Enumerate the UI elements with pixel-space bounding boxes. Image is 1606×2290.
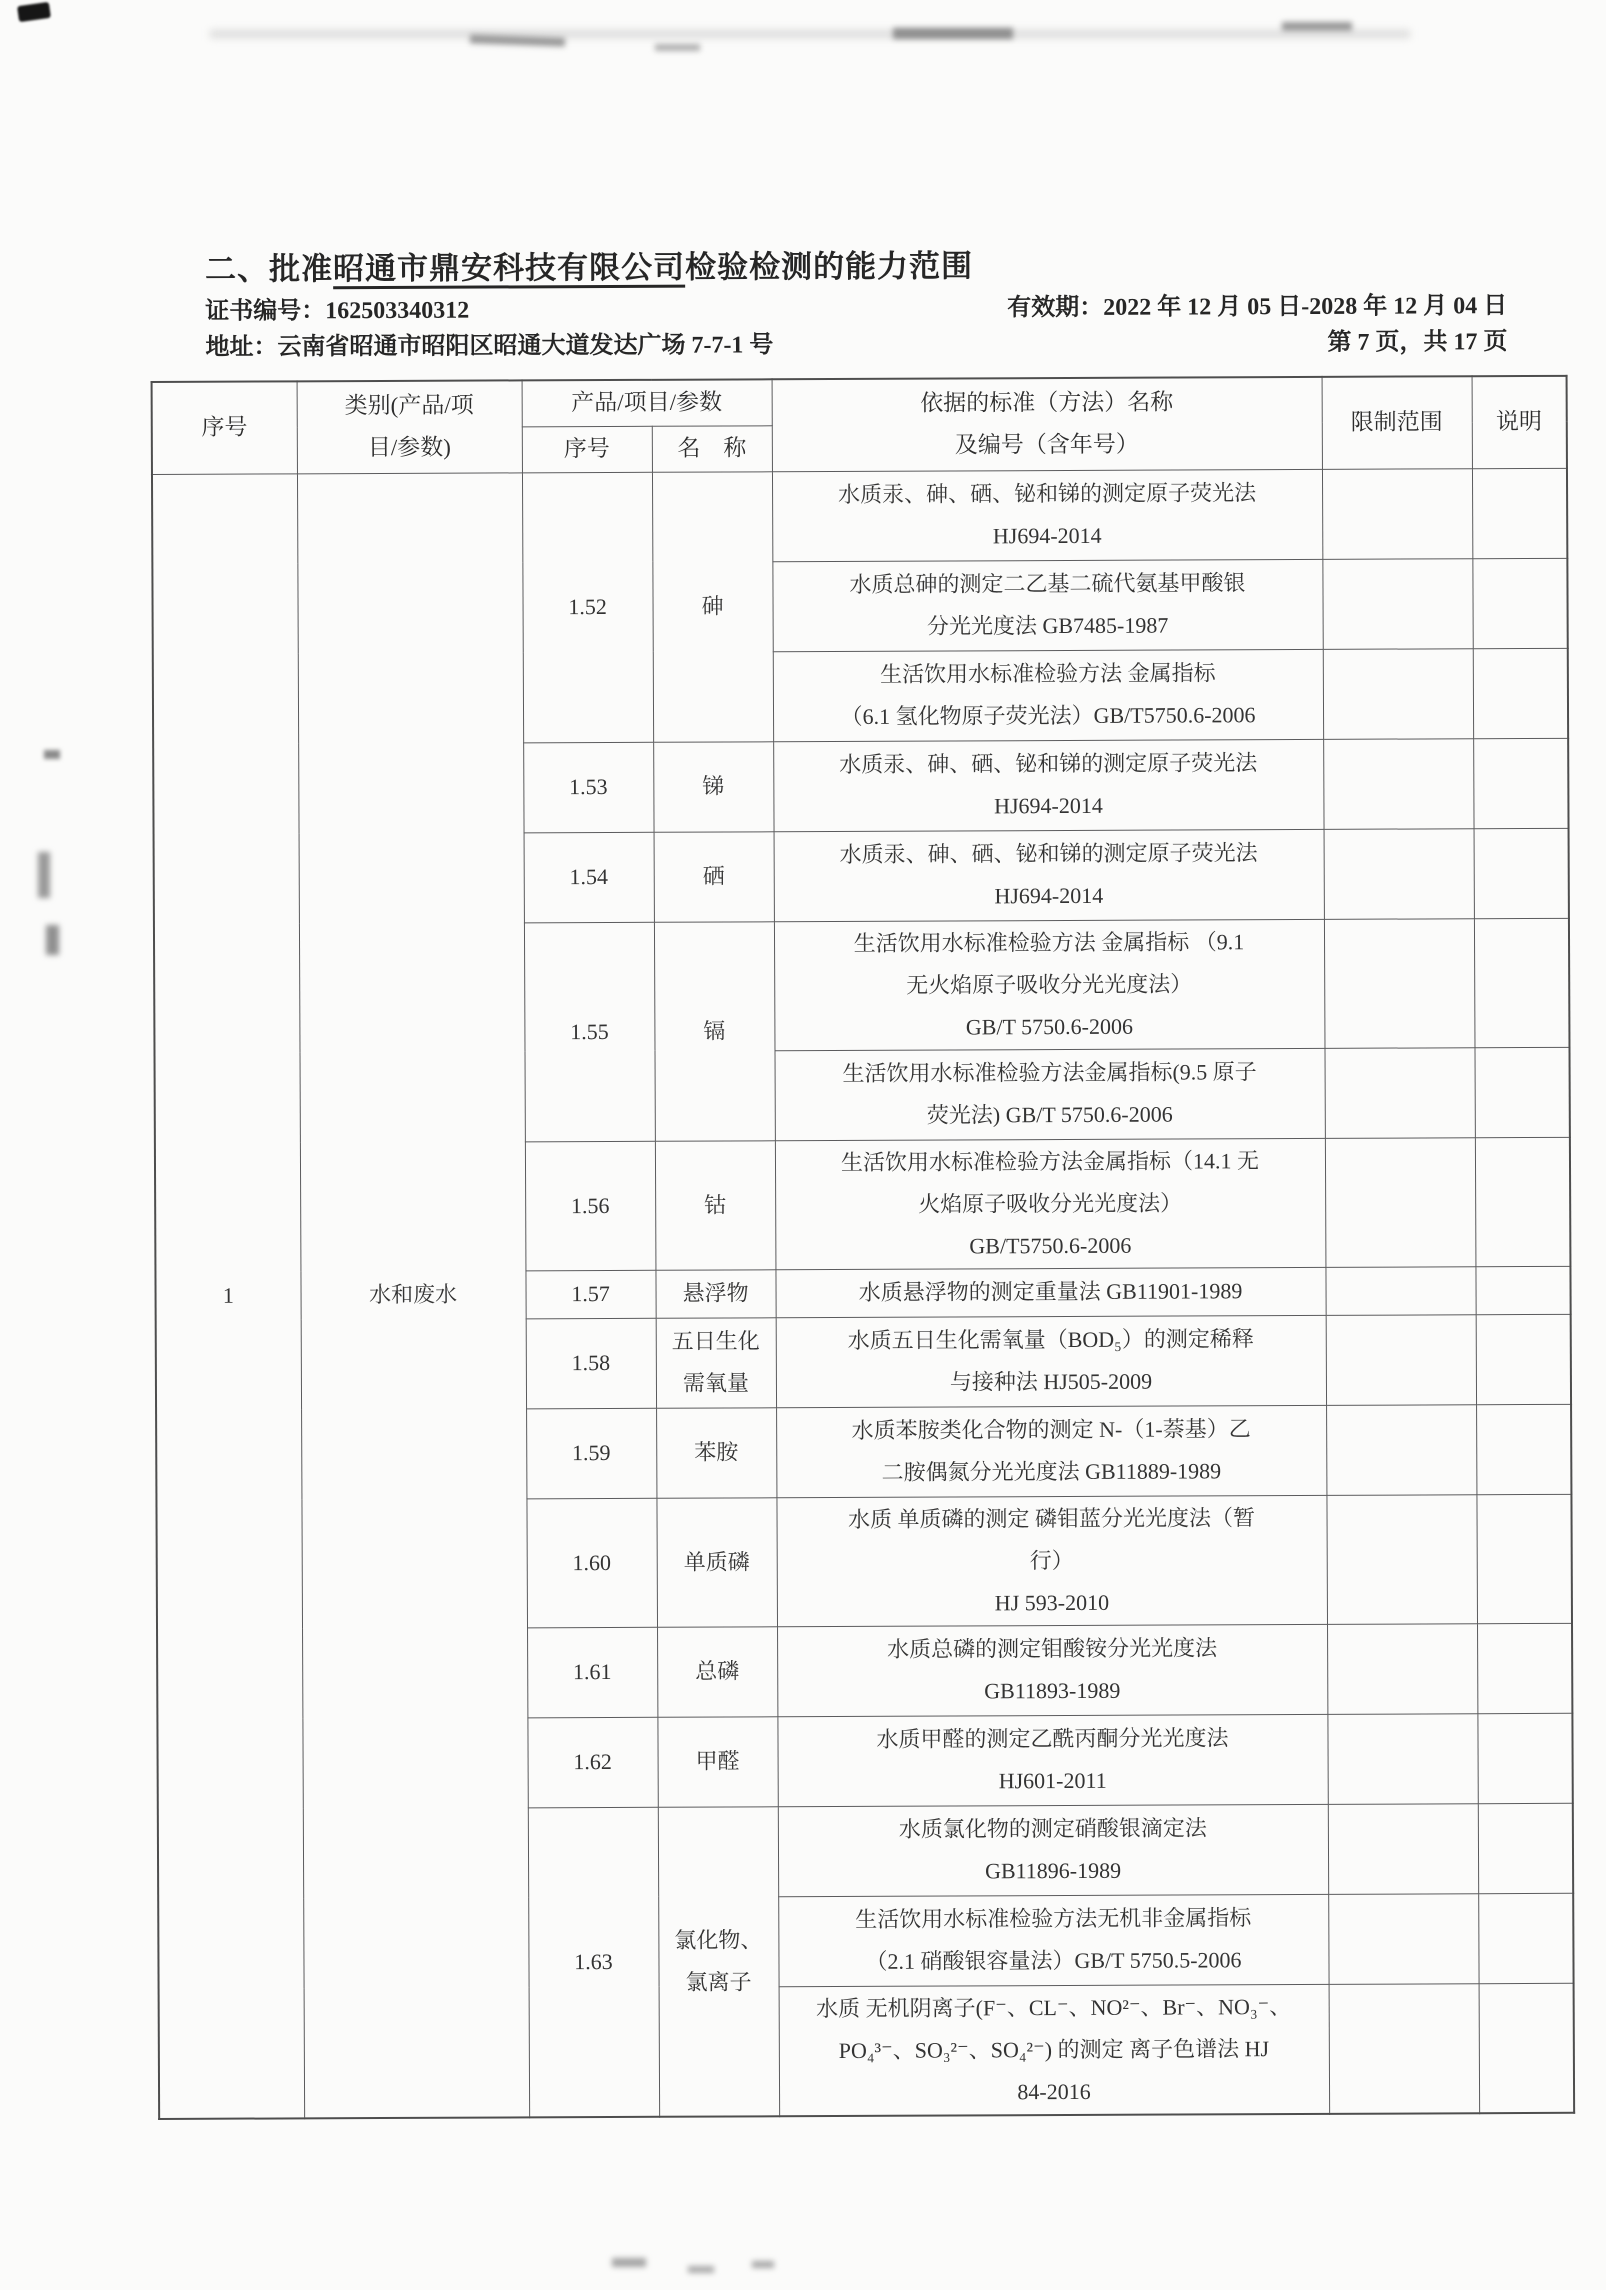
column-header-standard: 依据的标准（方法）名称 及编号（含年号）	[772, 377, 1322, 471]
limit-cell	[1328, 1893, 1478, 1984]
page-number: 第 7 页，共 17 页	[1327, 329, 1508, 356]
limit-cell	[1326, 1494, 1477, 1624]
scan-artifact-smudge	[470, 34, 565, 46]
limit-cell	[1325, 1137, 1476, 1267]
document-page	[150, 244, 1573, 2120]
standard-cell: 水质氯化物的测定硝酸银滴定法 GB11896-1989	[778, 1804, 1328, 1896]
scan-artifact-band	[210, 30, 1410, 38]
param-name-cell: 总磷	[657, 1626, 777, 1717]
column-header-limit: 限制范围	[1322, 376, 1472, 469]
note-cell	[1477, 1713, 1572, 1803]
note-cell	[1478, 1893, 1573, 1983]
group-category-cell: 水和废水	[297, 472, 529, 2117]
standard-cell: 水质甲醛的测定乙酰丙酮分光光度法 HJ601-2011	[777, 1714, 1327, 1806]
note-cell	[1473, 738, 1568, 828]
column-header-note: 说明	[1472, 376, 1567, 468]
param-seq-cell: 1.54	[524, 832, 654, 923]
scan-artifact-bottom-mark	[612, 2258, 646, 2267]
standard-cell: 生活饮用水标准检验方法 金属指标 （9.1 无火焰原子吸收分光光度法） GB/T 5750.6-2006	[774, 919, 1325, 1050]
scan-artifact-smudge	[1282, 22, 1352, 31]
param-name-cell: 氯化物、 氯离子	[658, 1806, 779, 2116]
param-seq-cell: 1.57	[525, 1270, 655, 1319]
certificate-number: 证书编号：162503340312	[205, 297, 470, 325]
note-cell	[1472, 558, 1567, 648]
standard-cell: 水质总磷的测定钼酸铵分光光度法 GB11893-1989	[777, 1624, 1327, 1716]
limit-cell	[1322, 468, 1472, 559]
note-cell	[1472, 468, 1567, 558]
note-cell	[1477, 1623, 1572, 1713]
standard-cell: 水质五日生化需氧量（BOD₅）的测定稀释 与接种法 HJ505-2009	[776, 1315, 1326, 1407]
standard-cell: 水质总砷的测定二乙基二硫代氨基甲酸银 分光光度法 GB7485-1987	[772, 559, 1322, 651]
note-cell	[1476, 1404, 1571, 1494]
note-cell	[1475, 1266, 1570, 1314]
scan-artifact-corner	[17, 2, 51, 22]
cert-info-row	[150, 288, 1565, 330]
scan-artifact-edge-mark	[44, 750, 60, 759]
param-seq-cell: 1.58	[526, 1318, 656, 1409]
limit-cell	[1325, 1266, 1475, 1315]
title-suffix: 检验检测的能力范围	[685, 248, 974, 285]
param-name-cell: 硒	[654, 831, 774, 922]
title-prefix: 二、批准	[205, 251, 334, 287]
param-seq-cell: 1.56	[525, 1141, 656, 1271]
standard-cell: 生活饮用水标准检验方法无机非金属指标 （2.1 硝酸银容量法）GB/T 5750.5-2006	[778, 1894, 1328, 1986]
standard-cell: 水质汞、砷、硒、铋和锑的测定原子荧光法 HJ694-2014	[772, 469, 1322, 561]
param-seq-cell: 1.55	[524, 922, 655, 1142]
column-header-category: 类别(产品/项 目/参数)	[297, 380, 522, 473]
param-seq-cell: 1.59	[526, 1408, 656, 1499]
standard-cell: 生活饮用水标准检验方法 金属指标 （6.1 氢化物原子荧光法）GB/T5750.6-2006	[773, 649, 1323, 741]
param-seq-cell: 1.62	[527, 1717, 657, 1808]
limit-cell	[1324, 1047, 1474, 1138]
param-name-cell: 钴	[655, 1140, 776, 1270]
note-cell	[1476, 1494, 1572, 1623]
limit-cell	[1327, 1623, 1477, 1714]
note-cell	[1479, 1983, 1575, 2113]
address-info-row	[150, 324, 1565, 366]
limit-cell	[1324, 828, 1474, 919]
param-name-cell: 砷	[652, 471, 773, 742]
param-name-cell: 单质磷	[656, 1497, 777, 1627]
limit-cell	[1327, 1713, 1477, 1804]
scan-artifact-edge-mark	[46, 925, 59, 955]
validity-period: 有效期：2022 年 12 月 05 日-2028 年 12 月 04 日	[1007, 293, 1508, 322]
note-cell	[1478, 1803, 1573, 1893]
param-seq-cell: 1.53	[523, 742, 653, 833]
standard-cell: 生活饮用水标准检验方法金属指标(9.5 原子 荧光法) GB/T 5750.6-2006	[774, 1048, 1324, 1140]
column-header-product-name: 名 称	[652, 425, 772, 472]
page-title	[150, 244, 1565, 290]
capability-table	[151, 375, 1576, 2120]
limit-cell	[1326, 1314, 1476, 1405]
param-name-cell: 苯胺	[656, 1407, 776, 1498]
scan-artifact-bottom-mark	[752, 2261, 774, 2268]
note-cell	[1474, 828, 1569, 918]
param-name-cell: 锑	[653, 741, 773, 832]
scan-artifact-smudge	[893, 28, 1013, 39]
limit-cell	[1324, 918, 1475, 1048]
column-header-product-group: 产品/项目/参数	[522, 379, 772, 426]
limit-cell	[1326, 1404, 1476, 1495]
limit-cell	[1323, 648, 1473, 739]
standard-cell: 水质 无机阴离子(F⁻、CL⁻、NO²⁻、Br⁻、NO₃⁻、 PO₄³⁻、SO₃²⁻、SO₄²⁻) 的测定 离子色谱法 HJ 84-2016	[779, 1984, 1330, 2116]
group-seq-cell: 1	[152, 473, 304, 2118]
standard-cell: 水质汞、砷、硒、铋和锑的测定原子荧光法 HJ694-2014	[774, 829, 1324, 921]
param-seq-cell: 1.63	[528, 1807, 659, 2117]
param-seq-cell: 1.61	[527, 1627, 657, 1718]
note-cell	[1473, 648, 1568, 738]
standard-cell: 生活饮用水标准检验方法金属指标（14.1 无 火焰原子吸收分光光度法） GB/T5750.6-2006	[775, 1138, 1326, 1269]
note-cell	[1474, 918, 1570, 1047]
scan-artifact-edge-mark	[38, 852, 50, 898]
standard-cell: 水质苯胺类化合物的测定 N-（1-萘基）乙 二胺偶氮分光光度法 GB11889-1989	[776, 1405, 1326, 1497]
scan-artifact-bottom-mark	[688, 2266, 714, 2273]
note-cell	[1475, 1137, 1571, 1266]
param-seq-cell: 1.52	[522, 472, 653, 743]
standard-cell: 水质 单质磷的测定 磷钼蓝分光光度法（暂 行） HJ 593-2010	[776, 1495, 1327, 1626]
param-seq-cell: 1.60	[526, 1498, 657, 1628]
param-name-cell: 五日生化 需氧量	[656, 1317, 776, 1408]
standard-cell: 水质悬浮物的测定重量法 GB11901-1989	[775, 1267, 1325, 1317]
address: 地址：云南省昭通市昭阳区昭通大道发达广场 7-7-1 号	[205, 332, 774, 361]
limit-cell	[1323, 738, 1473, 829]
param-name-cell: 悬浮物	[655, 1269, 775, 1318]
standard-cell: 水质汞、砷、硒、铋和锑的测定原子荧光法 HJ694-2014	[773, 739, 1323, 831]
limit-cell	[1329, 1983, 1480, 2113]
note-cell	[1476, 1314, 1571, 1404]
column-header-product-seq: 序号	[522, 426, 652, 473]
note-cell	[1474, 1047, 1569, 1137]
column-header-seq: 序号	[152, 381, 297, 474]
param-name-cell: 镉	[654, 921, 775, 1141]
table-row	[152, 468, 1567, 564]
limit-cell	[1322, 558, 1472, 649]
limit-cell	[1328, 1803, 1478, 1894]
param-name-cell: 甲醛	[657, 1716, 777, 1807]
scan-artifact-smudge	[655, 44, 700, 51]
title-company-name: 昭通市鼎安科技有限公司	[333, 249, 686, 287]
